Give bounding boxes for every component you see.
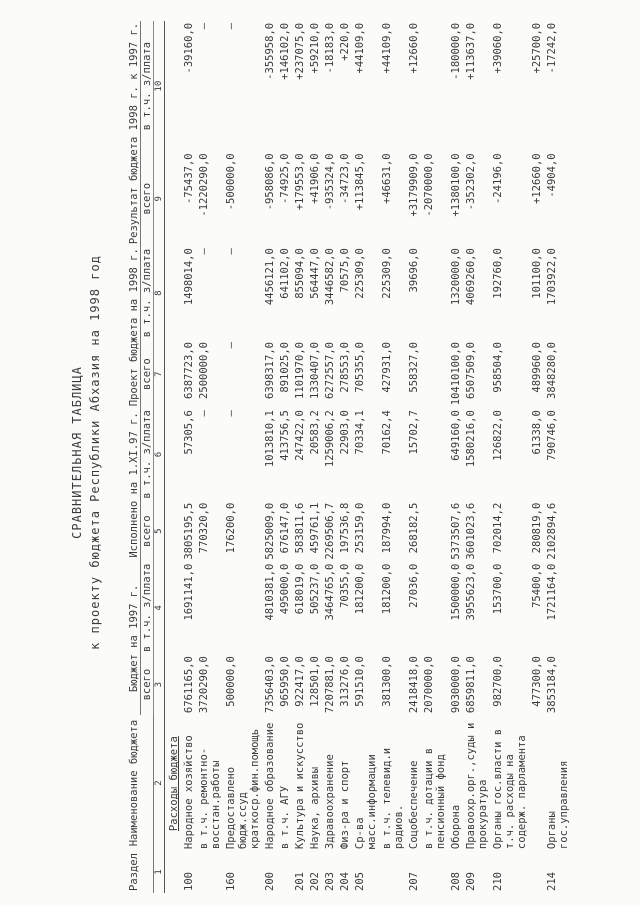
document-title: СРАВНИТЕЛЬНАЯ ТАБЛИЦА	[70, 366, 84, 539]
cell-c5: 197536,8	[339, 502, 351, 554]
cell-c4: 27036,0	[408, 563, 420, 608]
cell-c6: 22903,0	[339, 410, 351, 455]
cell-c10: +44109,0	[381, 22, 393, 74]
cell-c4: 70355,0	[339, 563, 351, 608]
cell-c8: —	[198, 248, 210, 255]
column-number: 9	[154, 151, 165, 246]
cell-c3: 6859811,0	[465, 656, 477, 714]
row-code	[528, 851, 543, 893]
cell-c9: -935324,0	[324, 153, 336, 211]
table-row	[462, 21, 489, 893]
cell-c4: 75400,0	[531, 563, 543, 608]
cell-c3: 6761165,0	[183, 656, 195, 714]
cell-c4: 505237,0	[309, 563, 321, 615]
cell-c8	[420, 246, 447, 340]
row-code: 205	[354, 872, 366, 891]
row-code: 210	[492, 872, 504, 891]
header-zplata: в т.ч. з/плата	[141, 410, 153, 499]
cell-c3: 7356403,0	[264, 656, 276, 714]
table-row	[195, 21, 222, 893]
column-number: 6	[154, 408, 165, 501]
table-row	[447, 21, 462, 893]
cell-c4: 618019,0	[294, 563, 306, 615]
cell-c5: 268182,5	[408, 502, 420, 554]
cell-c3: 2418418,0	[408, 656, 420, 714]
cell-c8: 855094,0	[294, 248, 306, 299]
cell-c3: 922417,0	[294, 656, 306, 707]
cell-c4: 1691141,0	[183, 563, 195, 621]
header-vsego: всего	[141, 501, 154, 562]
cell-c8: 225309,0	[381, 248, 393, 299]
cell-c3: 2070000,0	[423, 656, 435, 714]
cell-c7	[420, 340, 447, 408]
row-code: 214	[546, 872, 558, 891]
cell-c7: 427931,0	[381, 342, 393, 393]
row-name: Правоохр.орг.,суды и прокуратура	[465, 722, 489, 850]
row-code	[420, 851, 447, 893]
row-code: 203	[324, 872, 336, 891]
cell-c7: 3848280,0	[546, 342, 558, 399]
cell-c9: +179553,0	[294, 153, 306, 211]
cell-c5: 5373507,6	[450, 502, 462, 560]
table-row	[405, 21, 420, 893]
row-code	[195, 851, 222, 893]
cell-c9: +46631,0	[381, 153, 393, 204]
table-row	[276, 21, 291, 893]
cell-c9: -500000,0	[225, 153, 237, 211]
row-code: 208	[450, 872, 462, 891]
cell-c6: 649160,0	[450, 410, 462, 461]
section-title: Расходы бюджета	[168, 736, 180, 832]
cell-c6: —	[225, 410, 237, 417]
cell-c7: 6272557,0	[324, 342, 336, 399]
cell-c8: 1703922,0	[546, 248, 558, 306]
row-code: 160	[225, 872, 237, 891]
document-subtitle: к проекту бюджета Республики Абхазия на 1998 год	[88, 255, 102, 650]
row-name	[528, 715, 543, 851]
row-name: Органы гос.управления	[546, 760, 570, 850]
cell-c5: 3601023,6	[465, 502, 477, 560]
row-name: Народное образование	[264, 722, 276, 850]
cell-c7: 1101970,0	[294, 342, 306, 399]
cell-c3: 982700,0	[492, 656, 504, 707]
column-numbers-row	[154, 21, 165, 893]
cell-c6: 1580216,0	[465, 410, 477, 468]
row-name: Органы гос.власти в т.ч. расходы на содерж. парламента	[492, 728, 528, 850]
column-number: 7	[154, 340, 165, 408]
cell-c4: 1500000,0	[450, 563, 462, 621]
cell-c9: +3179909,0	[408, 153, 420, 217]
column-number: 5	[154, 501, 165, 562]
header-project-1998: Проект бюджета на 1998 г.	[128, 248, 140, 407]
table-body	[165, 21, 571, 893]
cell-c10: +220,0	[339, 22, 351, 61]
cell-c3: 965950,0	[279, 656, 291, 707]
cell-c9: -24196,0	[492, 153, 504, 204]
cell-c7: 278553,0	[339, 342, 351, 393]
row-code: 100	[183, 872, 195, 891]
table-row	[420, 21, 447, 893]
row-name: Наука, архивы	[309, 766, 321, 850]
cell-c6: 790746,0	[546, 410, 558, 461]
cell-c10: +59210,0	[309, 22, 321, 74]
cell-c5	[420, 501, 447, 562]
cell-c5: 3805195,5	[183, 502, 195, 560]
cell-c3: 313276,0	[339, 656, 351, 707]
row-code	[276, 851, 291, 893]
table-row	[378, 21, 405, 893]
header-vsego: всего	[141, 151, 154, 246]
cell-c3: 3720290,0	[198, 656, 210, 714]
cell-c7: 10410100,0	[450, 342, 462, 406]
cell-c4	[420, 562, 447, 655]
cell-c3: 591510,0	[354, 656, 366, 707]
cell-c7: —	[225, 342, 237, 349]
cell-c10: +237075,0	[294, 22, 306, 80]
cell-c3: 381300,0	[381, 656, 393, 707]
cell-c9: -352302,0	[465, 153, 477, 211]
cell-c6: 1013810,1	[264, 410, 276, 468]
header-executed: Исполнено на 1.XI.97 г.	[128, 408, 141, 561]
cell-c10: +146102,0	[279, 22, 291, 80]
table-row	[306, 21, 321, 893]
cell-c6: 15702,7	[408, 410, 420, 455]
cell-c4: 4810381,0	[264, 563, 276, 621]
cell-c10: —	[198, 22, 210, 30]
header-razdel: Раздел	[128, 851, 154, 893]
cell-c6: 70334,1	[354, 410, 366, 455]
cell-c10: -355958,0	[264, 22, 276, 80]
cell-c5: 676147,0	[279, 502, 291, 554]
cell-c8: 101100,0	[531, 248, 543, 299]
cell-c6: 247422,0	[294, 410, 306, 461]
cell-c8: 641102,0	[279, 248, 291, 299]
cell-c8: 3446582,0	[324, 248, 336, 306]
cell-c10: +44109,0	[354, 22, 366, 74]
cell-c8: 1498014,0	[183, 248, 195, 306]
column-number: 1	[154, 851, 165, 893]
table-row	[180, 21, 195, 893]
cell-c10: +113637,0	[465, 22, 477, 80]
row-name: Предоставлено бюдж.ссуд краткоср.фин.помощь	[225, 728, 261, 850]
cell-c8: 564447,0	[309, 248, 321, 299]
cell-c7: 558327,0	[408, 342, 420, 393]
cell-c9: +41906,0	[309, 153, 321, 204]
row-code: 207	[408, 872, 420, 891]
cell-c5: 187994,0	[381, 502, 393, 554]
cell-c7: 705355,0	[354, 342, 366, 393]
cell-c9: -74925,0	[279, 153, 291, 204]
cell-c5: 280819,0	[531, 502, 543, 554]
cell-c7: 891025,0	[279, 342, 291, 393]
cell-c3: 477300,0	[531, 656, 543, 707]
row-code	[378, 851, 405, 893]
cell-c3: 128501,0	[309, 656, 321, 707]
row-name: в т.ч. телевид.и радиов.	[381, 747, 405, 850]
row-name: в т.ч. ремонтно-восстан.работы	[198, 747, 222, 850]
cell-c5: 702014,2	[492, 502, 504, 554]
table-row	[336, 21, 351, 893]
row-code: 201	[294, 872, 306, 891]
cell-c7: 6387723,0	[183, 342, 195, 399]
cell-c5: 583811,6	[294, 502, 306, 554]
cell-c6: 1259006,2	[324, 410, 336, 468]
row-name: Народное хозяйство	[183, 735, 195, 850]
cell-c5: 5825009,0	[264, 502, 276, 560]
cell-c9: -1220290,0	[198, 153, 210, 217]
cell-c7: 489960,0	[531, 342, 543, 393]
cell-c10: +25700,0	[531, 22, 543, 74]
header-zplata: в т.ч. з/плата	[141, 246, 154, 340]
row-name: в т.ч. АГУ	[279, 785, 291, 850]
cell-c3: 3853184,0	[546, 656, 558, 714]
cell-c4: 1721164,0	[546, 563, 558, 621]
table-row	[291, 21, 306, 893]
row-code: 200	[264, 872, 276, 891]
row-name: в т.ч. дотации в пенсионный фонд	[423, 747, 447, 850]
cell-c9: +1380100,0	[450, 153, 462, 217]
table-row	[261, 21, 276, 893]
row-name: Культура и искусство	[294, 722, 306, 850]
cell-c3: 9030000,0	[450, 656, 462, 714]
table-row	[489, 21, 528, 893]
cell-c9: -4904,0	[546, 153, 558, 198]
cell-c4: 495000,0	[279, 563, 291, 615]
cell-c6: —	[198, 410, 210, 417]
cell-c6: 20583,2	[309, 410, 321, 455]
header-zplata: в т.ч. з/плата	[141, 563, 153, 653]
column-number: 10	[154, 21, 165, 151]
table-row	[543, 21, 570, 893]
cell-c5: 770320,0	[198, 502, 210, 554]
table-row	[351, 21, 378, 893]
cell-c8: 70575,0	[339, 248, 351, 293]
row-code: 209	[465, 872, 477, 891]
cell-c5: 459761,1	[309, 502, 321, 554]
table-row	[222, 21, 261, 893]
cell-c9: +12660,0	[531, 153, 543, 204]
cell-c6: 70162,4	[381, 410, 393, 455]
cell-c7: 6398317,0	[264, 342, 276, 399]
cell-c4: 153700,0	[492, 563, 504, 615]
cell-c10	[420, 21, 447, 151]
cell-c7: 6507509,0	[465, 342, 477, 399]
row-code: 202	[309, 872, 321, 891]
cell-c9: -958086,0	[264, 153, 276, 211]
cell-c4	[195, 562, 222, 655]
header-budget-1997: Бюджет на 1997 г.	[128, 562, 141, 715]
row-name: Соцобеспечение	[408, 760, 420, 850]
table-row	[321, 21, 336, 893]
cell-c8: 192760,0	[492, 248, 504, 299]
budget-table	[128, 21, 570, 893]
cell-c8: 225309,0	[354, 248, 366, 299]
column-number: 8	[154, 246, 165, 340]
column-number: 4	[154, 562, 165, 655]
cell-c8: 39696,0	[408, 248, 420, 293]
cell-c10: -18183,0	[324, 22, 336, 74]
cell-c9: -75437,0	[183, 153, 195, 204]
cell-c9: +113845,0	[354, 153, 366, 211]
cell-c5: 2102894,6	[546, 502, 558, 560]
row-name: Физ-ра и спорт	[339, 760, 351, 850]
row-name: Оборона	[450, 804, 462, 850]
cell-c3: 500000,0	[225, 656, 237, 707]
cell-c10: -17242,0	[546, 22, 558, 74]
cell-c3: 7207881,0	[324, 656, 336, 714]
header-vsego: всего	[141, 654, 154, 715]
cell-c9: -2070000,0	[423, 153, 435, 217]
column-number: 3	[154, 654, 165, 715]
cell-c5: 176200,0	[225, 502, 237, 554]
cell-c6	[420, 408, 447, 501]
row-name: Ср-ва масс.информации	[354, 754, 378, 850]
row-code: 204	[339, 872, 351, 891]
header-zplata: в т.ч. з/плата	[141, 21, 154, 151]
cell-c4: 181200,0	[354, 563, 366, 615]
cell-c9: -34723,0	[339, 153, 351, 204]
cell-c6: 61338,0	[531, 410, 543, 455]
cell-c10: -39160,0	[183, 22, 195, 74]
cell-c6: 57305,6	[183, 410, 195, 455]
header-result: Результат бюджета 1998 г. к 1997 г.	[128, 22, 140, 245]
cell-c8: 4456121,0	[264, 248, 276, 306]
cell-c4: 181200,0	[381, 563, 393, 615]
cell-c10: -180000,0	[450, 22, 462, 80]
cell-c6: 126822,0	[492, 410, 504, 461]
header-vsego: всего	[141, 340, 154, 408]
cell-c5: 2269506,7	[324, 502, 336, 560]
cell-c10: +39060,0	[492, 22, 504, 74]
cell-c7: 2500000,0	[198, 342, 210, 399]
row-name: Здравоохранение	[324, 754, 336, 850]
cell-c8: —	[225, 248, 237, 255]
cell-c4: 3464765,0	[324, 563, 336, 621]
cell-c6: 413756,5	[279, 410, 291, 461]
cell-c7: 1330407,0	[309, 342, 321, 399]
cell-c8: 1320000,0	[450, 248, 462, 306]
cell-c4: 3955623,0	[465, 563, 477, 621]
cell-c5: 253159,0	[354, 502, 366, 554]
cell-c10: +12660,0	[408, 22, 420, 74]
cell-c8: 4069260,0	[465, 248, 477, 306]
cell-c7: 958504,0	[492, 342, 504, 393]
column-number: 2	[154, 715, 165, 851]
cell-c4	[222, 562, 261, 655]
header-name: Наименование бюджета	[128, 715, 154, 851]
table-row	[528, 21, 543, 893]
cell-c10: —	[225, 22, 237, 30]
